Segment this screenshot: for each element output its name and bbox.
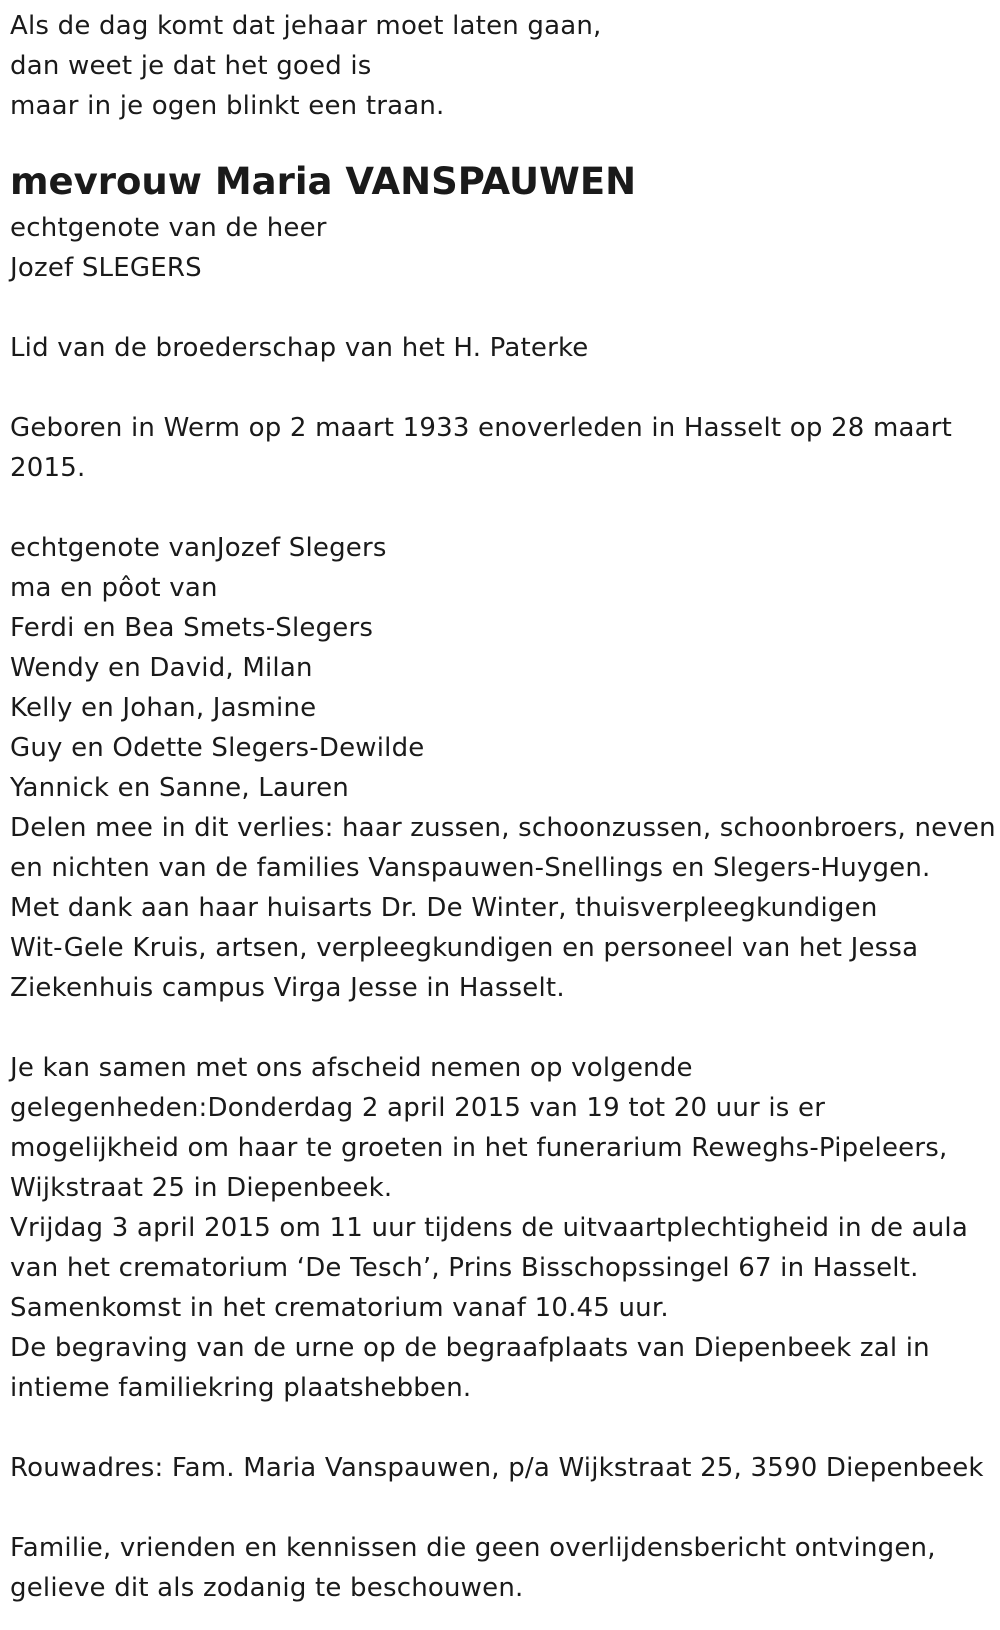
- closing-block: [10, 1528, 990, 1608]
- spacer: [10, 368, 990, 408]
- poem-line: dan weet je dat het goed is: [10, 51, 372, 81]
- family-line: Ziekenhuis campus Virga Jesse in Hasselt.: [10, 973, 565, 1003]
- farewell-line: Vrijdag 3 april 2015 om 11 uur tijdens de uitvaartplechtigheid in de aula: [10, 1213, 968, 1243]
- birth-death-line: 2015.: [10, 453, 86, 483]
- spouse-line: echtgenote van de heer: [10, 213, 327, 243]
- spacer: [10, 1488, 990, 1528]
- family-line: Yannick en Sanne, Lauren: [10, 773, 349, 803]
- farewell-line: Je kan samen met ons afscheid nemen op volgende: [10, 1053, 693, 1083]
- farewell-line: intieme familiekring plaatshebben.: [10, 1373, 472, 1403]
- farewell-block: [10, 1048, 990, 1408]
- mourning-address: Rouwadres: Fam. Maria Vanspauwen, p/a Wijkstraat 25, 3590 Diepenbeek: [10, 1453, 984, 1483]
- closing-line: gelieve dit als zodanig te beschouwen.: [10, 1573, 524, 1603]
- spouse-block: [10, 208, 990, 288]
- family-line: Ferdi en Bea Smets-Slegers: [10, 613, 374, 643]
- family-line: Guy en Odette Slegers-Dewilde: [10, 733, 425, 763]
- family-line: Wendy en David, Milan: [10, 653, 313, 683]
- birth-death-block: [10, 408, 990, 488]
- family-line: echtgenote vanJozef Slegers: [10, 533, 387, 563]
- farewell-line: De begraving van de urne op de begraafplaats van Diepenbeek zal in: [10, 1333, 930, 1363]
- deceased-name: mevrouw Maria VANSPAUWEN: [10, 160, 637, 203]
- family-line: Wit-Gele Kruis, artsen, verpleegkundigen en personeel van het Jessa: [10, 933, 919, 963]
- farewell-line: gelegenheden:Donderdag 2 april 2015 van 19 tot 20 uur is er: [10, 1093, 826, 1123]
- birth-death-line: Geboren in Werm op 2 maart 1933 enoverleden in Hasselt op 28 maart: [10, 413, 953, 443]
- family-line: Kelly en Johan, Jasmine: [10, 693, 317, 723]
- spacer: [10, 288, 990, 328]
- spacer: [10, 1008, 990, 1048]
- spacer: [10, 1408, 990, 1448]
- farewell-line: Samenkomst in het crematorium vanaf 10.45 uur.: [10, 1293, 669, 1323]
- closing-line: Familie, vrienden en kennissen die geen overlijdensbericht ontvingen,: [10, 1533, 936, 1563]
- poem-line: Als de dag komt dat jehaar moet laten gaan,: [10, 11, 602, 41]
- farewell-line: mogelijkheid om haar te groeten in het funerarium Reweghs-Pipeleers,: [10, 1133, 948, 1163]
- family-line: Met dank aan haar huisarts Dr. De Winter, thuisverpleegkundigen: [10, 893, 878, 923]
- family-block: [10, 528, 996, 1008]
- membership-line: Lid van de broederschap van het H. Paterke: [10, 333, 589, 363]
- family-line: Delen mee in dit verlies: haar zussen, schoonzussen, schoonbroers, neven: [10, 813, 996, 843]
- poem: [10, 6, 990, 126]
- poem-line: maar in je ogen blinkt een traan.: [10, 91, 445, 121]
- farewell-line: Wijkstraat 25 in Diepenbeek.: [10, 1173, 393, 1203]
- spacer: [10, 488, 990, 528]
- farewell-line: van het crematorium ‘De Tesch’, Prins Bisschopssingel 67 in Hasselt.: [10, 1253, 919, 1283]
- family-line: ma en pôot van: [10, 573, 218, 603]
- family-line: en nichten van de families Vanspauwen-Snellings en Slegers-Huygen.: [10, 853, 931, 883]
- spouse-line: Jozef SLEGERS: [10, 253, 202, 283]
